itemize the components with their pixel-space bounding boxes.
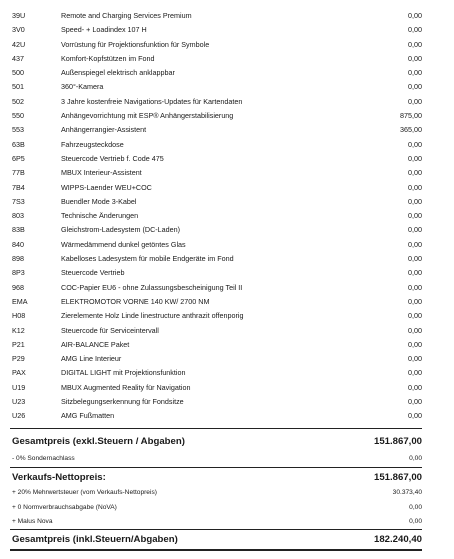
item-price: 0,00 — [408, 53, 422, 63]
nova-label: + 0 Normverbrauchsabgabe (NoVA) — [12, 504, 117, 511]
malus-value: 0,00 — [409, 518, 422, 525]
item-desc: MBUX Interieur-Assistent — [61, 168, 142, 178]
item-desc: Sitzbelegungserkennung für Fondsitze — [61, 397, 184, 407]
item-desc: COC-Papier EU6 - ohne Zulassungsbescheinigung Teil II — [61, 282, 243, 292]
item-desc: ELEKTROMOTOR VORNE 140 KW/ 2700 NM — [61, 296, 210, 306]
item-desc: Buendler Mode 3-Kabel — [61, 196, 137, 206]
item-code: 42U — [12, 39, 26, 49]
item-price: 0,00 — [408, 296, 422, 306]
list-item — [0, 66, 454, 80]
item-code: 6P5 — [12, 153, 25, 163]
item-code: PAX — [12, 368, 26, 378]
nova-row — [0, 504, 454, 514]
list-item — [0, 138, 454, 152]
item-code: 840 — [12, 239, 24, 249]
item-code: 39U — [12, 11, 26, 20]
item-desc: AIR-BALANCE Paket — [61, 339, 130, 349]
item-desc: Zierelemente Holz Linde linestructure anthrazit offenporig — [61, 311, 244, 321]
list-item — [0, 223, 454, 237]
malus-label: + Malus Nova — [12, 518, 53, 525]
item-code: 83B — [12, 225, 25, 235]
item-price: 0,00 — [408, 25, 422, 35]
list-item — [0, 52, 454, 66]
list-item — [0, 381, 454, 395]
item-price: 0,00 — [408, 182, 422, 192]
item-code: 501 — [12, 82, 24, 92]
list-item — [0, 252, 454, 266]
mwst-label: + 20% Mehrwertsteuer (vom Verkaufs-Nettopreis) — [12, 489, 157, 496]
item-price: 0,00 — [408, 339, 422, 349]
list-item — [0, 95, 454, 109]
item-price: 0,00 — [408, 282, 422, 292]
item-desc: AMG Fußmatten — [61, 411, 115, 421]
item-code: 8P3 — [12, 268, 25, 278]
item-desc: Vorrüstung für Projektionsfunktion für Symbole — [61, 39, 210, 49]
list-item — [0, 324, 454, 338]
list-item — [0, 266, 454, 280]
list-item — [0, 181, 454, 195]
item-desc: Technische Änderungen — [61, 211, 139, 221]
mwst-value: 30.373,40 — [392, 489, 422, 496]
item-price: 0,00 — [408, 368, 422, 378]
separator-line — [10, 529, 422, 530]
item-price: 0,00 — [408, 325, 422, 335]
netto-label: Verkaufs-Nettopreis: — [12, 472, 106, 483]
gesamtpreis-row — [0, 436, 454, 450]
malus-row — [0, 518, 454, 528]
list-item — [0, 209, 454, 223]
list-item — [0, 352, 454, 366]
double-separator-line — [10, 549, 422, 551]
list-item — [0, 9, 454, 23]
item-code: 437 — [12, 53, 24, 63]
mwst-row — [0, 489, 454, 499]
list-item — [0, 166, 454, 180]
item-price: 0,00 — [408, 225, 422, 235]
item-code: 77B — [12, 168, 25, 178]
item-desc: Steuercode Vertrieb — [61, 268, 125, 278]
list-item — [0, 109, 454, 123]
list-item — [0, 238, 454, 252]
item-price: 0,00 — [408, 11, 422, 20]
sondernachlass-row — [0, 455, 454, 465]
nova-value: 0,00 — [409, 504, 422, 511]
item-code: U23 — [12, 397, 26, 407]
item-code: 898 — [12, 254, 24, 264]
brutto-label: Gesamtpreis (inkl.Steuern/Abgaben) — [12, 534, 178, 545]
item-desc: DIGITAL LIGHT mit Projektionsfunktion — [61, 368, 186, 378]
item-desc: WIPPS-Laender WEU+COC — [61, 182, 152, 192]
item-price: 0,00 — [408, 68, 422, 78]
separator-line — [10, 428, 422, 429]
item-price: 0,00 — [408, 196, 422, 206]
list-item — [0, 80, 454, 94]
item-code: 968 — [12, 282, 24, 292]
item-desc: MBUX Augmented Reality für Navigation — [61, 382, 191, 392]
item-desc: AMG Line Interieur — [61, 354, 122, 364]
list-item — [0, 295, 454, 309]
item-desc: Speed- + Loadindex 107 H — [61, 25, 147, 35]
item-desc: Anhängerrangier-Assistent — [61, 125, 147, 135]
item-desc: Steuercode für Serviceintervall — [61, 325, 159, 335]
brutto-value: 182.240,40 — [373, 534, 422, 545]
item-code: 500 — [12, 68, 24, 78]
item-price: 0,00 — [408, 397, 422, 407]
item-price: 0,00 — [408, 168, 422, 178]
sondernachlass-label: - 0% Sondernachlass — [12, 455, 75, 462]
item-price: 0,00 — [408, 254, 422, 264]
item-price: 0,00 — [408, 411, 422, 421]
list-item — [0, 195, 454, 209]
item-desc: Außenspiegel elektrisch anklappbar — [61, 68, 175, 78]
gesamtpreis-label: Gesamtpreis (exkl.Steuern / Abgaben) — [12, 436, 185, 447]
item-code: P21 — [12, 339, 25, 349]
options-list — [0, 9, 454, 424]
item-code: P29 — [12, 354, 25, 364]
gesamtpreis-value: 151.867,00 — [373, 436, 422, 447]
item-code: 502 — [12, 96, 24, 106]
item-price: 365,00 — [400, 125, 422, 135]
item-desc: Fahrzeugsteckdose — [61, 139, 124, 149]
item-price: 0,00 — [408, 139, 422, 149]
item-price: 0,00 — [408, 239, 422, 249]
netto-value: 151.867,00 — [373, 472, 422, 483]
item-price: 0,00 — [408, 354, 422, 364]
netto-row — [0, 472, 454, 486]
brutto-row — [0, 534, 454, 548]
item-desc: Kabelloses Ladesystem für mobile Endgeräte im Fond — [61, 254, 234, 264]
list-item — [0, 281, 454, 295]
item-desc: Komfort-Kopfstützen im Fond — [61, 53, 155, 63]
list-item — [0, 366, 454, 380]
item-code: H08 — [12, 311, 26, 321]
list-item — [0, 409, 454, 423]
item-code: 3V0 — [12, 25, 25, 35]
item-code: 553 — [12, 125, 24, 135]
item-code: 63B — [12, 139, 25, 149]
list-item — [0, 309, 454, 323]
item-desc: 3 Jahre kostenfreie Navigations-Updates für Kartendaten — [61, 96, 243, 106]
item-price: 0,00 — [408, 153, 422, 163]
item-desc: Wärmedämmend dunkel getöntes Glas — [61, 239, 186, 249]
sondernachlass-value: 0,00 — [409, 455, 422, 462]
item-price: 0,00 — [408, 82, 422, 92]
list-item — [0, 38, 454, 52]
list-item — [0, 23, 454, 37]
item-code: 803 — [12, 211, 24, 221]
list-item — [0, 395, 454, 409]
item-code: 550 — [12, 111, 24, 121]
item-price: 0,00 — [408, 96, 422, 106]
item-desc: Gleichstrom-Ladesystem (DC-Laden) — [61, 225, 181, 235]
item-code: 7S3 — [12, 196, 25, 206]
item-code: U26 — [12, 411, 26, 421]
separator-line — [10, 467, 422, 468]
item-desc: Steuercode Vertrieb f. Code 475 — [61, 153, 164, 163]
item-price: 875,00 — [400, 111, 422, 121]
item-desc: Remote and Charging Services Premium — [61, 11, 192, 20]
item-price: 0,00 — [408, 211, 422, 221]
item-desc: Anhängevorrichtung mit ESP® Anhängerstabilisierung — [61, 111, 234, 121]
list-item — [0, 152, 454, 166]
item-price: 0,00 — [408, 311, 422, 321]
item-price: 0,00 — [408, 268, 422, 278]
item-price: 0,00 — [408, 382, 422, 392]
item-desc: 360°-Kamera — [61, 82, 104, 92]
item-code: EMA — [12, 296, 28, 306]
list-item — [0, 338, 454, 352]
list-item — [0, 123, 454, 137]
item-code: U19 — [12, 382, 26, 392]
item-code: K12 — [12, 325, 25, 335]
item-code: 7B4 — [12, 182, 25, 192]
item-price: 0,00 — [408, 39, 422, 49]
